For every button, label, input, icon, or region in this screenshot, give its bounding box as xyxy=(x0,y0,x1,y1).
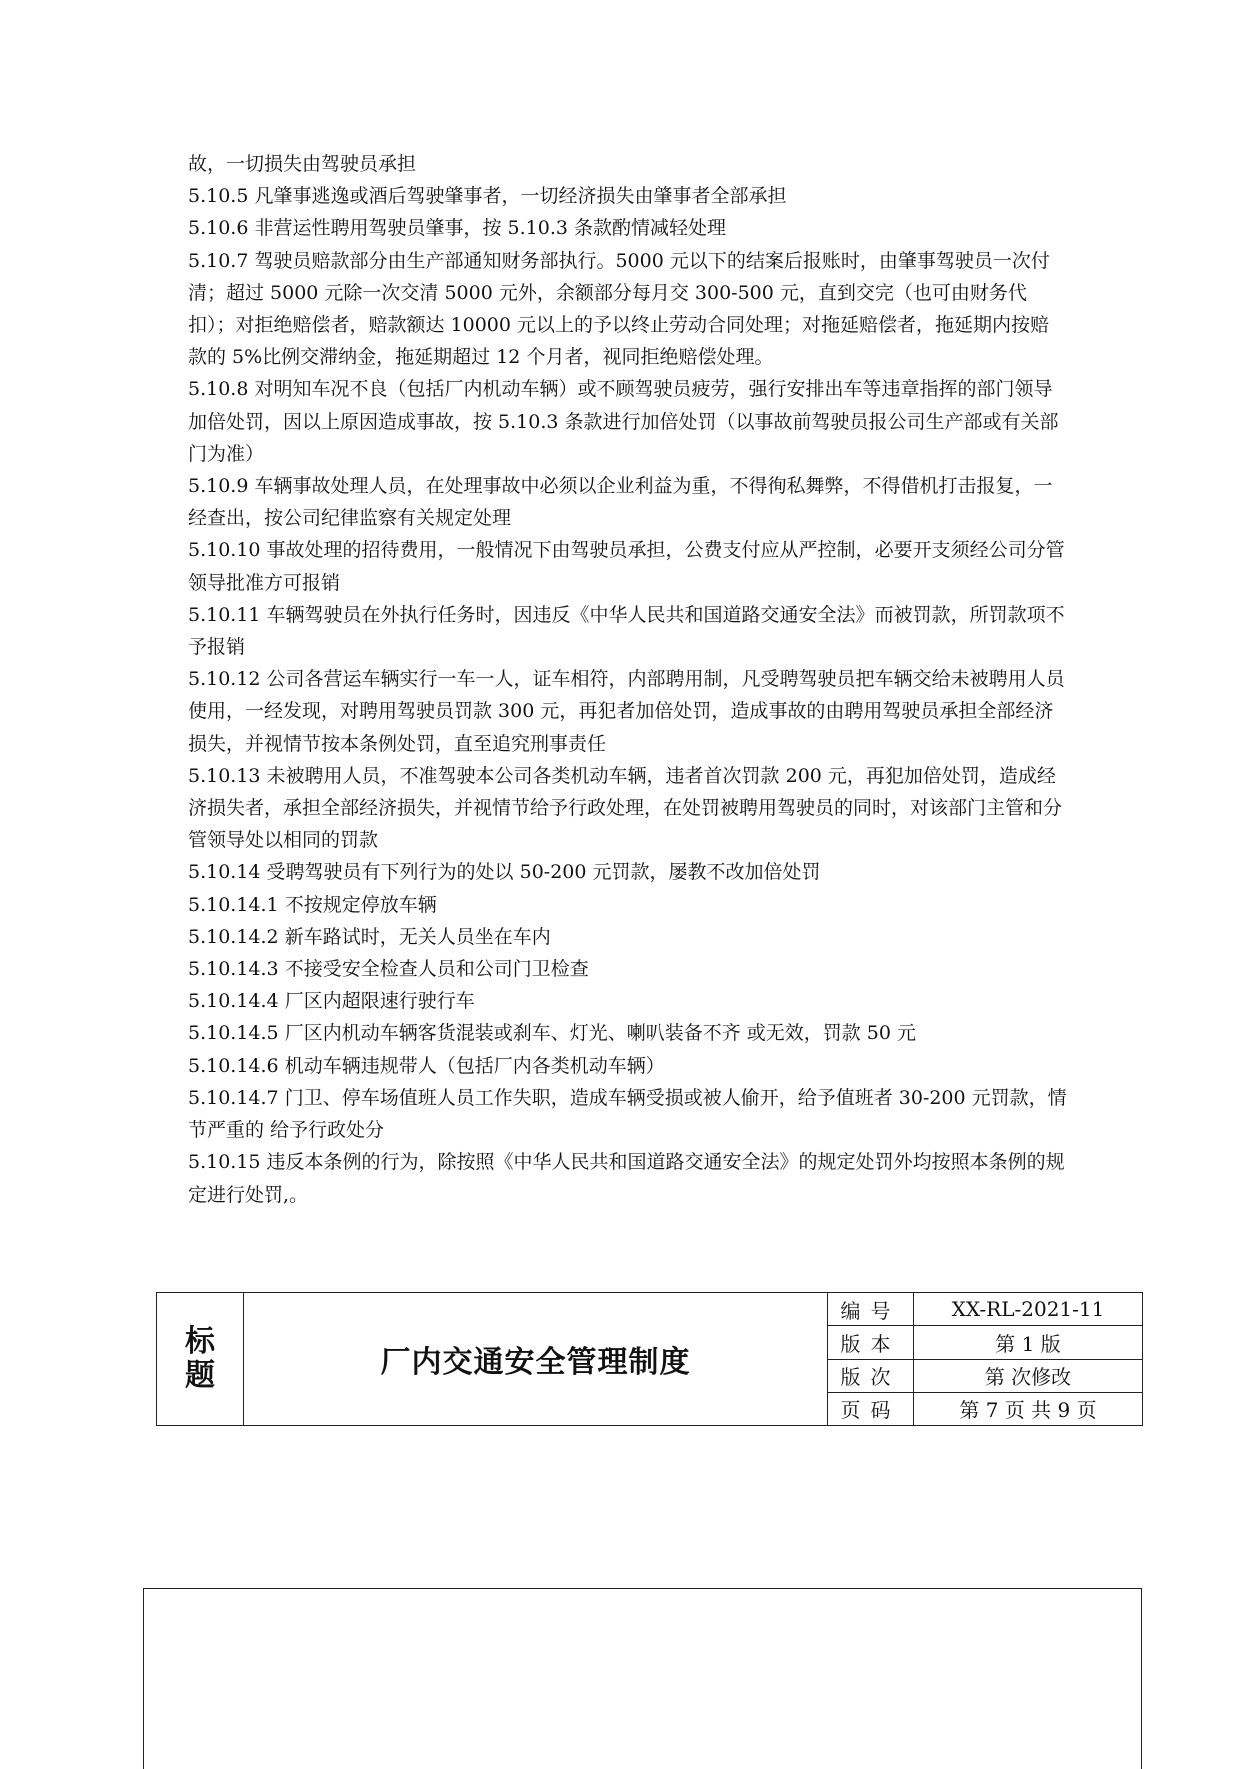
doc-number-label: 编号 xyxy=(828,1293,914,1326)
paragraph-5-10-5: 5.10.5 凡肇事逃逸或酒后驾驶肇事者，一切经济损失由肇事者全部承担 xyxy=(188,185,787,208)
paragraph-5-10-13: 5.10.13 未被聘用人员，不准驾驶本公司各类机动车辆，违者首次罚款 200 元，再犯加倍处罚，造成经济损失者，承担全部经济损失，并视情节给予行政处理，在处罚被聘用驾驶员的同时，对该部门主管和分管领导处以相同的罚款 xyxy=(188,764,1063,852)
paragraph-5-10-15: 5.10.15 违反本条例的行为，除按照《中华人民共和国道路交通安全法》的规定处罚外均按照本条例的规定进行处罚,。 xyxy=(188,1151,1065,1206)
doc-number-value: XX-RL-2021-11 xyxy=(914,1293,1143,1326)
paragraph-continuation: 故，一切损失由驾驶员承担 xyxy=(188,153,417,175)
next-page-frame xyxy=(143,1588,1142,1769)
edition-label: 版本 xyxy=(828,1326,914,1359)
paragraph-5-10-14-3: 5.10.14.3 不接受安全检查人员和公司门卫检查 xyxy=(188,958,589,981)
document-body xyxy=(188,148,1068,1211)
paragraph-5-10-12: 5.10.12 公司各营运车辆实行一车一人，证车相符，内部聘用制，凡受聘驾驶员把车辆交给未被聘用人员使用，一经发现，对聘用驾驶员罚款 300 元，再犯者加倍处罚，造成事故的由聘用驾驶员承担全部经济损失，并视情节按本条例处罚，直至追究刑事责任 xyxy=(188,668,1065,755)
paragraph-5-10-14-7: 5.10.14.7 门卫、停车场值班人员工作失职，造成车辆受损或被人偷开，给予值班者 30-200 元罚款，情节严重的 给予行政处分 xyxy=(188,1086,1067,1142)
paragraph-5-10-14-2: 5.10.14.2 新车路试时，无关人员坐在车内 xyxy=(188,925,551,948)
paragraph-5-10-6: 5.10.6 非营运性聘用驾驶员肇事，按 5.10.3 条款酌情减轻处理 xyxy=(188,217,726,240)
paragraph-5-10-10: 5.10.10 事故处理的招待费用，一般情况下由驾驶员承担，公费支付应从严控制，必要开支须经公司分管领导批准方可报销 xyxy=(188,539,1065,594)
paragraph-5-10-7: 5.10.7 驾驶员赔款部分由生产部通知财务部执行。5000 元以下的结案后报账时，由肇事驾驶员一次付清；超过 5000 元除一次交清 5000 元外，余额部分每月交 300-500 元，直到交完（也可由财务代扣）；对拒绝赔偿者，赔款额达 10000 元以上的予以终止劳动合同处理；对拖延赔偿者，拖延期内按赔款的 5%比例交滞纳金，拖延期超过 12 个月者，视同拒绝赔偿处理。 xyxy=(188,249,1050,369)
paragraph-5-10-8: 5.10.8 对明知车况不良（包括厂内机动车辆）或不顾驾驶员疲劳，强行安排出车等违章指挥的部门领导加倍处罚，因以上原因造成事故，按 5.10.3 条款进行加倍处罚（以事故前驾驶员报公司生产部或有关部门为准） xyxy=(188,378,1059,465)
edition-value: 第 1 版 xyxy=(914,1326,1143,1359)
title-label-cell xyxy=(157,1293,244,1426)
document-title: 厂内交通安全管理制度 xyxy=(244,1293,828,1426)
document-header-table xyxy=(156,1292,1143,1426)
title-label-char-2: 题 xyxy=(185,1358,215,1393)
paragraph-5-10-9: 5.10.9 车辆事故处理人员，在处理事故中必须以企业利益为重，不得徇私舞弊，不得借机打击报复，一经查出，按公司纪律监察有关规定处理 xyxy=(188,475,1053,530)
page-label: 页码 xyxy=(828,1392,914,1425)
paragraph-5-10-14-6: 5.10.14.6 机动车辆违规带人（包括厂内各类机动车辆） xyxy=(188,1054,665,1077)
title-label-char-1: 标 xyxy=(185,1324,215,1359)
revision-value: 第 次修改 xyxy=(914,1359,1143,1392)
page-value: 第 7 页 共 9 页 xyxy=(914,1392,1143,1425)
paragraph-5-10-14-1: 5.10.14.1 不按规定停放车辆 xyxy=(188,893,437,916)
paragraph-5-10-14-4: 5.10.14.4 厂区内超限速行驶行车 xyxy=(188,990,475,1013)
paragraph-5-10-14: 5.10.14 受聘驾驶员有下列行为的处以 50-200 元罚款，屡教不改加倍处罚 xyxy=(188,861,821,884)
paragraph-5-10-14-5: 5.10.14.5 厂区内机动车辆客货混装或刹车、灯光、喇叭装备不齐 或无效，罚款 50 元 xyxy=(188,1022,916,1045)
revision-label: 版次 xyxy=(828,1359,914,1392)
paragraph-5-10-11: 5.10.11 车辆驾驶员在外执行任务时，因违反《中华人民共和国道路交通安全法》而被罚款，所罚款项不予报销 xyxy=(188,603,1065,659)
